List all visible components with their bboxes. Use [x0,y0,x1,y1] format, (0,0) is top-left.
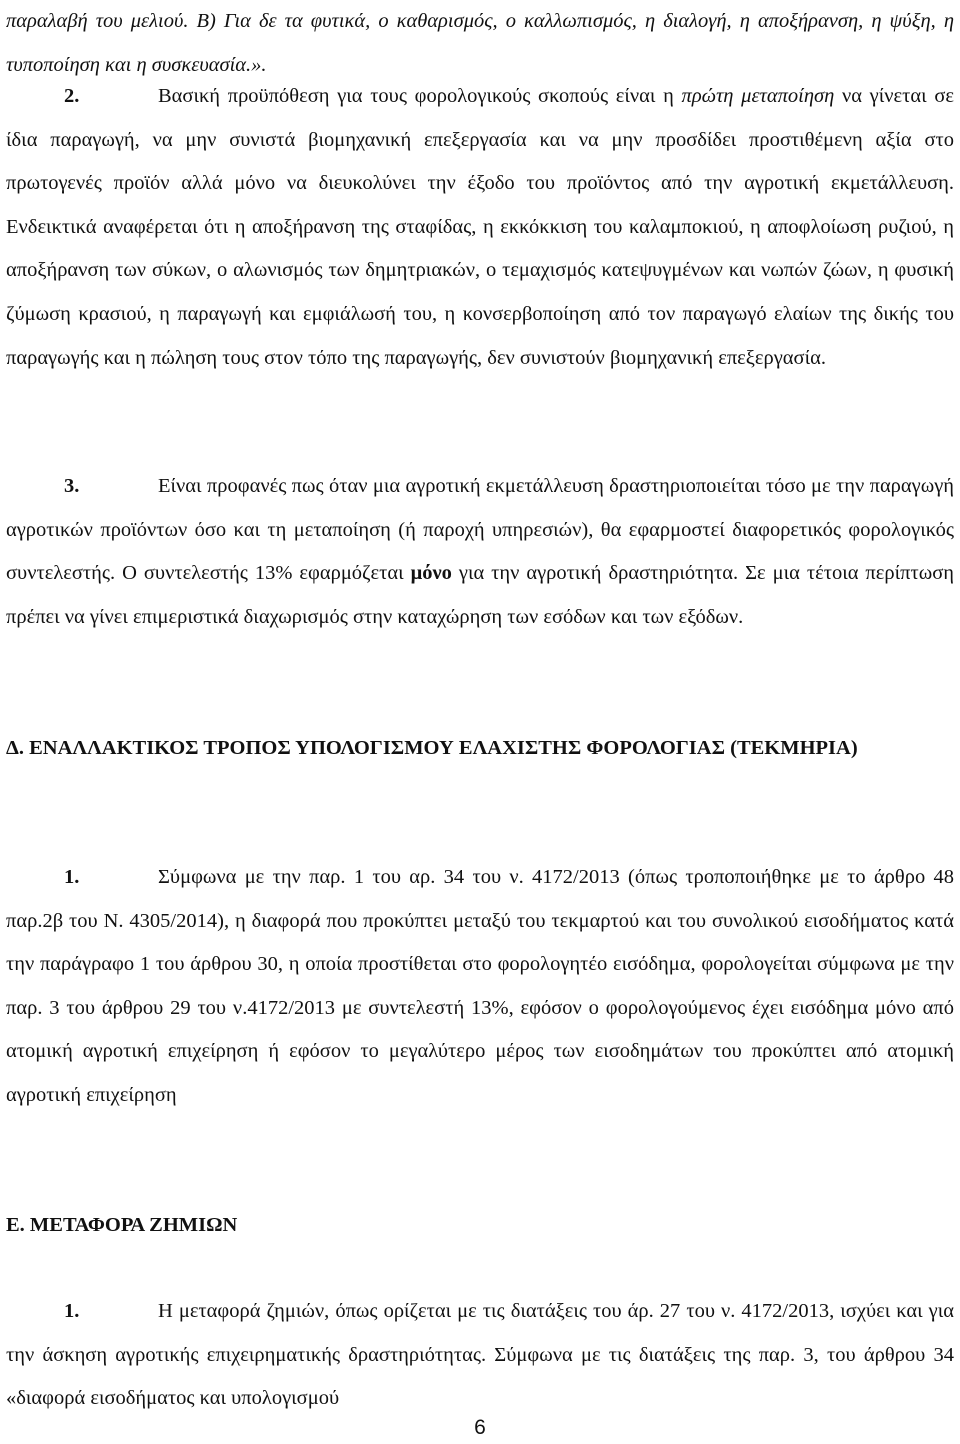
paragraph-text: Βασική προϋπόθεση για τους φορολογικούς σκοπούς είναι η [158,85,682,107]
page-number: 6 [474,1416,486,1439]
paragraph-number: 2. [64,85,80,107]
paragraph-number: 3. [64,475,80,497]
paragraph-text: Είναι προφανές πως όταν μια αγροτική εκμετάλλευση δραστηριοποιείται τόσο με την παραγωγή αγροτικών προϊόντων όσο και τη μεταποίηση (ή παροχή υπηρεσιών), θα εφαρμοστεί διαφορετικός φορολογικός συντελεστής. Ο συντελεστής 13% εφαρμόζεται [6,475,954,585]
section-heading-d: Δ. ΕΝΑΛΛΑΚΤΙΚΟΣ ΤΡΟΠΟΣ ΥΠΟΛΟΓΙΣΜΟΥ ΕΛΑΧΙΣΤΗΣ ΦΟΡΟΛΟΓΙΑΣ (ΤΕΚΜΗΡΙΑ) [6,737,858,759]
paragraph-text: για την αγροτική δραστηριότητα. Σε μια τέτοια περίπτωση πρέπει να γίνει επιμεριστικά διαχωρισμός στην καταχώρηση των εσόδων και των εξόδων. [6,562,954,628]
paragraph-text: Σύμφωνα με την παρ. 1 του αρ. 34 του ν. 4172/2013 (όπως τροποποιήθηκε με το άρθρο 48 παρ.2β του Ν. 4305/2014), η διαφορά που προκύπτει μεταξύ του τεκμαρτού και του συνολικού εισοδήματος κατά την παράγραφο 1 του άρθρου 30, η οποία προστίθεται στο φορολογητέο εισόδημα, φορολογείται σύμφωνα με την παρ. 3 του άρθρου 29 του ν.4172/2013 με συντελεστή 13%, εφόσον ο φορολογούμενος έχει εισόδημα μόνο από ατομική αγροτική επιχείρηση ή εφόσον το μεγαλύτερο μέρος των εισοδημάτων του προκύπτει από ατομική αγροτική επιχείρηση [6,866,954,1106]
paragraph-d1 [6,856,954,1118]
paragraph-text: Η μεταφορά ζημιών, όπως ορίζεται με τις διατάξεις του άρ. 27 του ν. 4172/2013, ισχύει και για την άσκηση αγροτικής επιχειρηματικής δραστηριότητας. Σύμφωνα με τις διατάξεις της παρ. 3, του άρθρου 34 «διαφορά εισοδήματος και υπολογισμού [6,1300,954,1410]
section-heading-e: Ε. ΜΕΤΑΦΟΡΑ ΖΗΜΙΩΝ [6,1214,238,1236]
paragraph-3 [6,465,954,639]
paragraph-e1 [6,1290,954,1421]
paragraph-2 [6,75,954,380]
paragraph-continuation: παραλαβή του μελιού. Β) Για δε τα φυτικά, ο καθαρισμός, ο καλλωπισμός, η διαλογή, η αποξήρανση, η ψύξη, η τυποποίηση και η συσκευασία.». [6,10,954,76]
bold-term: μόνο [410,562,452,585]
paragraph-number: 1. [64,866,80,888]
paragraph-text: να γίνεται σε ίδια παραγωγή, να μην συνιστά βιομηχανική επεξεργασία και να μην προσδίδει προστιθέμενη αξία στο πρωτογενές προϊόν αλλά μόνο να διευκολύνει την έξοδο του προϊόντος από την αγροτική εκμετάλλευση. Ενδεικτικά αναφέρεται ότι η αποξήρανση της σταφίδας, η εκκόκκιση του καλαμποκιού, η αποφλοίωση ρυζιού, η αποξήρανση των σύκων, ο αλωνισμός των δημητριακών, ο τεμαχισμός κατεψυγμένων και νωπών ζώων, η φυσική ζύμωση κρασιού, η παραγωγή και εμφιάλωσή του, η κονσερβοποίηση από τον παραγωγό ελαίων της δικής του παραγωγής και η πώληση τους στον τόπο της παραγωγής, δεν συνιστούν βιομηχανική επεξεργασία. [6,85,954,369]
paragraph-number: 1. [64,1300,80,1322]
italic-term: πρώτη μεταποίηση [681,85,835,107]
